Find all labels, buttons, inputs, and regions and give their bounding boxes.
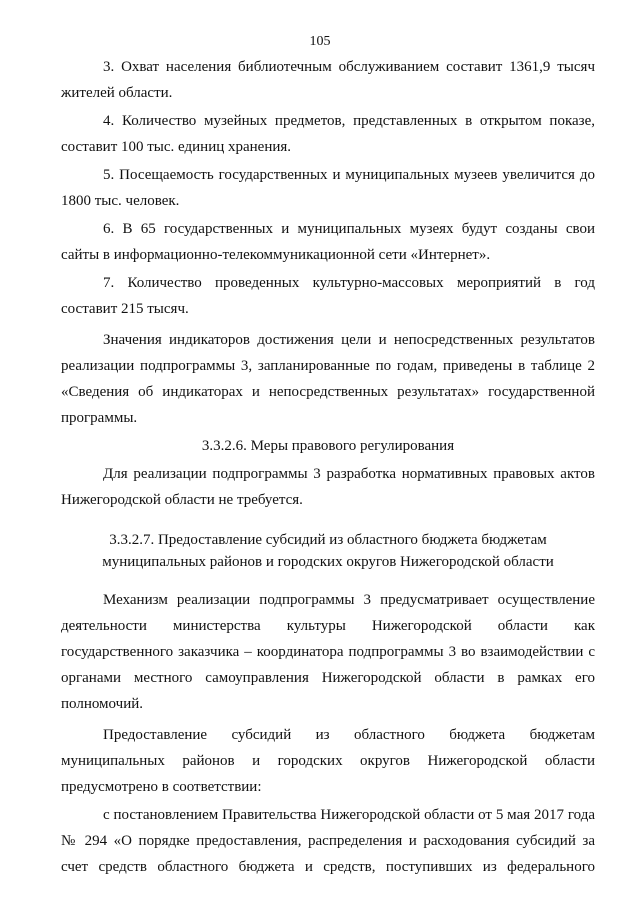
item-5: 5. Посещаемость государственных и муниципальных музеев увеличится до 1800 тыс. человек. <box>61 167 595 209</box>
resolution-paragraph: с постановлением Правительства Нижегородской области от 5 мая 2017 года № 294 «О порядке предоставления, распределения и расходования субсидий за счет средств областного бюджета и средств, поступивших из федерального <box>61 807 595 875</box>
section-326-text: Для реализации подпрограммы 3 разработка нормативных правовых актов Нижегородской области не требуется. <box>61 466 595 508</box>
page-number: 105 <box>309 34 331 49</box>
item-7: 7. Количество проведенных культурно-массовых мероприятий в год составит 215 тысяч. <box>61 275 595 317</box>
section-327-title <box>61 529 595 573</box>
document-body <box>61 54 595 880</box>
indicators-paragraph: Значения индикаторов достижения цели и непосредственных результатов реализации подпрограммы 3, запланированные по годам, приведены в таблице 2 «Сведения об индикаторах и непосредственных результатах» государственной программы. <box>61 332 595 426</box>
item-3: 3. Охват населения библиотечным обслуживанием составит 1361,9 тысяч жителей области. <box>61 59 595 101</box>
section-326-title: 3.3.2.6. Меры правового регулирования <box>201 438 455 454</box>
section-327-title-line-1: 3.3.2.7. Предоставление субсидий из областного бюджета бюджетам <box>109 532 547 548</box>
section-327-title-line-2: муниципальных районов и городских округов Нижегородской области <box>102 554 554 570</box>
subsidies-paragraph: Предоставление субсидий из областного бюджета бюджетам муниципальных районов и городских округов Нижегородской области предусмотрено в соответствии: <box>61 727 595 795</box>
item-6: 6. В 65 государственных и муниципальных музеях будут созданы свои сайты в информационно-телекоммуникационной сети «Интернет». <box>61 221 595 263</box>
item-4: 4. Количество музейных предметов, представленных в открытом показе, составит 100 тыс. единиц хранения. <box>61 113 595 155</box>
mechanism-paragraph: Механизм реализации подпрограммы 3 предусматривает осуществление деятельности министерства культуры Нижегородской области как государственного заказчика – координатора подпрограммы 3 во взаимодействии с органами местного самоуправления Нижегородской области в рамках его полномочий. <box>61 592 595 712</box>
